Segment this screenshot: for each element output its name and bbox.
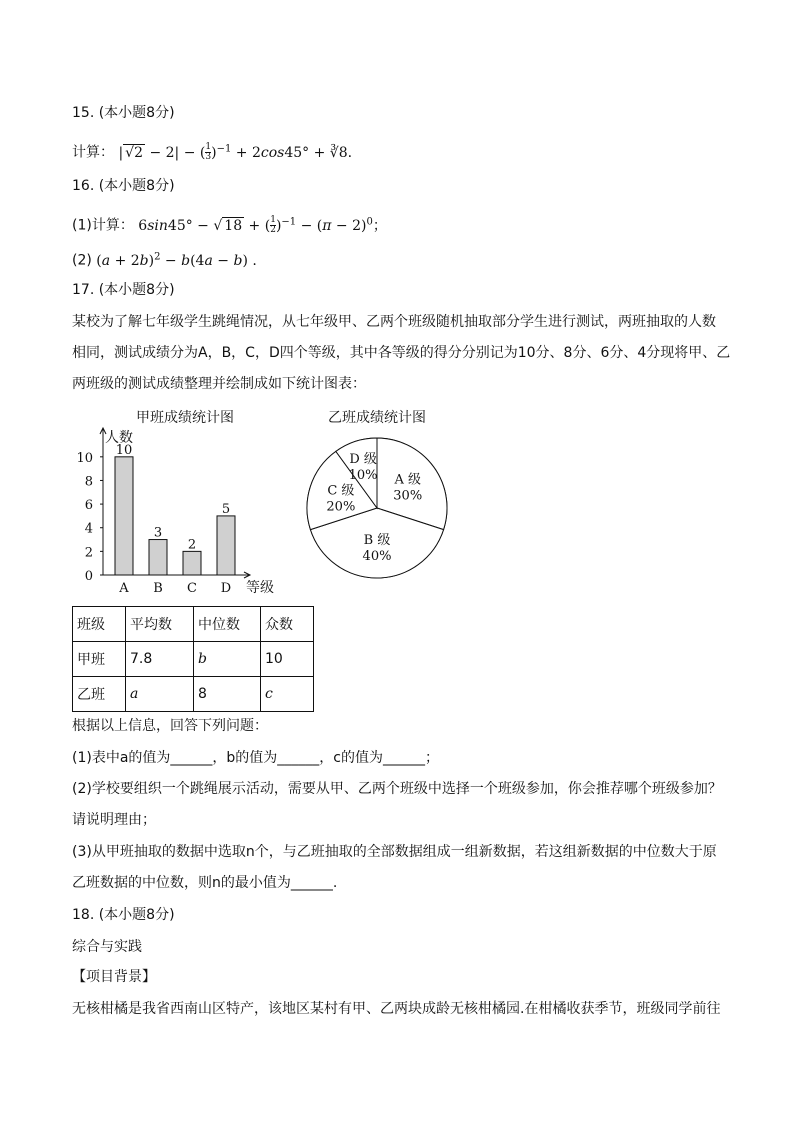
pie-chart (300, 400, 470, 595)
table-cell: a (126, 677, 194, 712)
q18-section: 【项目背景】 (72, 969, 156, 985)
pie-title: 乙班成绩统计图 (328, 410, 426, 426)
pie-slice-percent: 30% (393, 488, 423, 504)
pie-slice-label: D 级 (349, 452, 377, 468)
q16-part2 (72, 248, 257, 270)
q17-sub3-line1: (3)从甲班抽取的数据中选取n个，与乙班抽取的全部数据组成一组新数据，若这组新数据的中位数大于原 (72, 844, 717, 860)
bar (217, 516, 235, 575)
table-header-row (73, 607, 314, 642)
bar (115, 457, 133, 575)
q16-part2-expr: $(a + 2b)^2 - b(4a - b)$ . (96, 251, 257, 269)
table-row (73, 642, 314, 677)
bar (183, 551, 201, 575)
table-header-cell: 中位数 (194, 607, 261, 642)
pie-slice-percent: 20% (326, 499, 356, 515)
q18-subtitle: 综合与实践 (72, 939, 142, 955)
x-tick-label: D (220, 581, 232, 596)
y-tick-label: 10 (76, 450, 93, 466)
q17-intro-line3: 两班级的测试成绩整理并绘制成如下统计图表： (72, 376, 366, 392)
chart-title: 甲班成绩统计图 (136, 410, 234, 426)
table-header-cell: 平均数 (126, 607, 194, 642)
q17-intro-line2: 相同，测试成绩分为A，B，C，D四个等级，其中各等级的得分分别记为10分、8分、6分、4分现将甲、乙 (72, 345, 731, 361)
q16-part1-label: (1)计算： (72, 217, 134, 234)
q17-sub2-line1: (2)学校要组织一个跳绳展示活动，需要从甲、乙两个班级中选择一个班级参加，你会推荐哪个班级参加？ (72, 781, 722, 797)
q15-expression (72, 140, 352, 162)
q18-header: 18. (本小题8分) (72, 907, 175, 923)
table-cell: b (194, 642, 261, 677)
x-tick-label: A (119, 581, 129, 596)
bar-chart (70, 400, 300, 600)
y-tick-label: 6 (84, 498, 93, 514)
q15-expr: | √2 − 2| − ( $\frac{1}{3}$ )$^{-1}$ + 2cos45° + ∛8. (118, 142, 353, 163)
y-axis-label: 人数 (105, 430, 133, 446)
q15-prompt: 计算： (72, 144, 114, 161)
table-cell: c (261, 677, 314, 712)
bar (149, 540, 167, 575)
q17-intro-line1: 某校为了解七年级学生跳绳情况，从七年级甲、乙两个班级随机抽取部分学生进行测试，两班抽取的人数 (72, 314, 716, 330)
bar-value-label: 5 (221, 501, 231, 517)
q17-prompt: 根据以上信息，回答下列问题： (72, 718, 268, 734)
stats-table (72, 606, 314, 712)
pie-slice-label: B 级 (363, 533, 391, 548)
table-cell: 乙班 (73, 677, 126, 712)
bar-value-label: 2 (187, 537, 197, 553)
table-cell: 8 (194, 677, 261, 712)
q18-text: 无核柑橘是我省西南山区特产，该地区某村有甲、乙两块成龄无核柑橘园.在柑橘收获季节，班级同学前往 (72, 1001, 721, 1017)
q16-part2-label: (2) (72, 252, 92, 269)
table-cell: 7.8 (126, 642, 194, 677)
y-tick-label: 4 (84, 521, 93, 537)
x-tick-label: C (187, 581, 197, 596)
y-tick-label: 0 (84, 569, 93, 584)
q16-header: 16. (本小题8分) (72, 178, 175, 194)
table-cell: 甲班 (73, 642, 126, 677)
x-axis-label: 等级 (246, 580, 274, 596)
table-header-cell: 班级 (73, 607, 126, 642)
y-tick-label: 2 (84, 545, 93, 561)
y-tick-label: 8 (84, 474, 93, 490)
q17-sub2-line2: 请说明理由； (72, 812, 156, 828)
q16-part1-expr: 6sin45° − √ 18 + ( $\frac{1}{2}$ )$^{-1} - (\pi - 2)^0$； (138, 215, 387, 236)
q15-header: 15. (本小题8分) (72, 105, 175, 121)
table-row (73, 677, 314, 712)
q16-part1 (72, 213, 387, 235)
pie-slice-percent: 10% (348, 468, 378, 484)
bar-value-label: 10 (115, 442, 133, 458)
q17-header: 17. (本小题8分) (72, 282, 175, 298)
x-tick-label: B (153, 581, 163, 596)
q17-sub1: (1)表中a的值为______，b的值为______，c的值为______； (72, 750, 439, 766)
pie-slice-label: C 级 (327, 483, 355, 499)
table-header-cell: 众数 (261, 607, 314, 642)
q17-sub3-line2: 乙班数据的中位数，则n的最小值为______. (72, 875, 338, 891)
table-cell: 10 (261, 642, 314, 677)
bar-value-label: 3 (153, 525, 163, 541)
pie-slice-label: A 级 (394, 472, 422, 488)
pie-slice-percent: 40% (362, 549, 392, 564)
